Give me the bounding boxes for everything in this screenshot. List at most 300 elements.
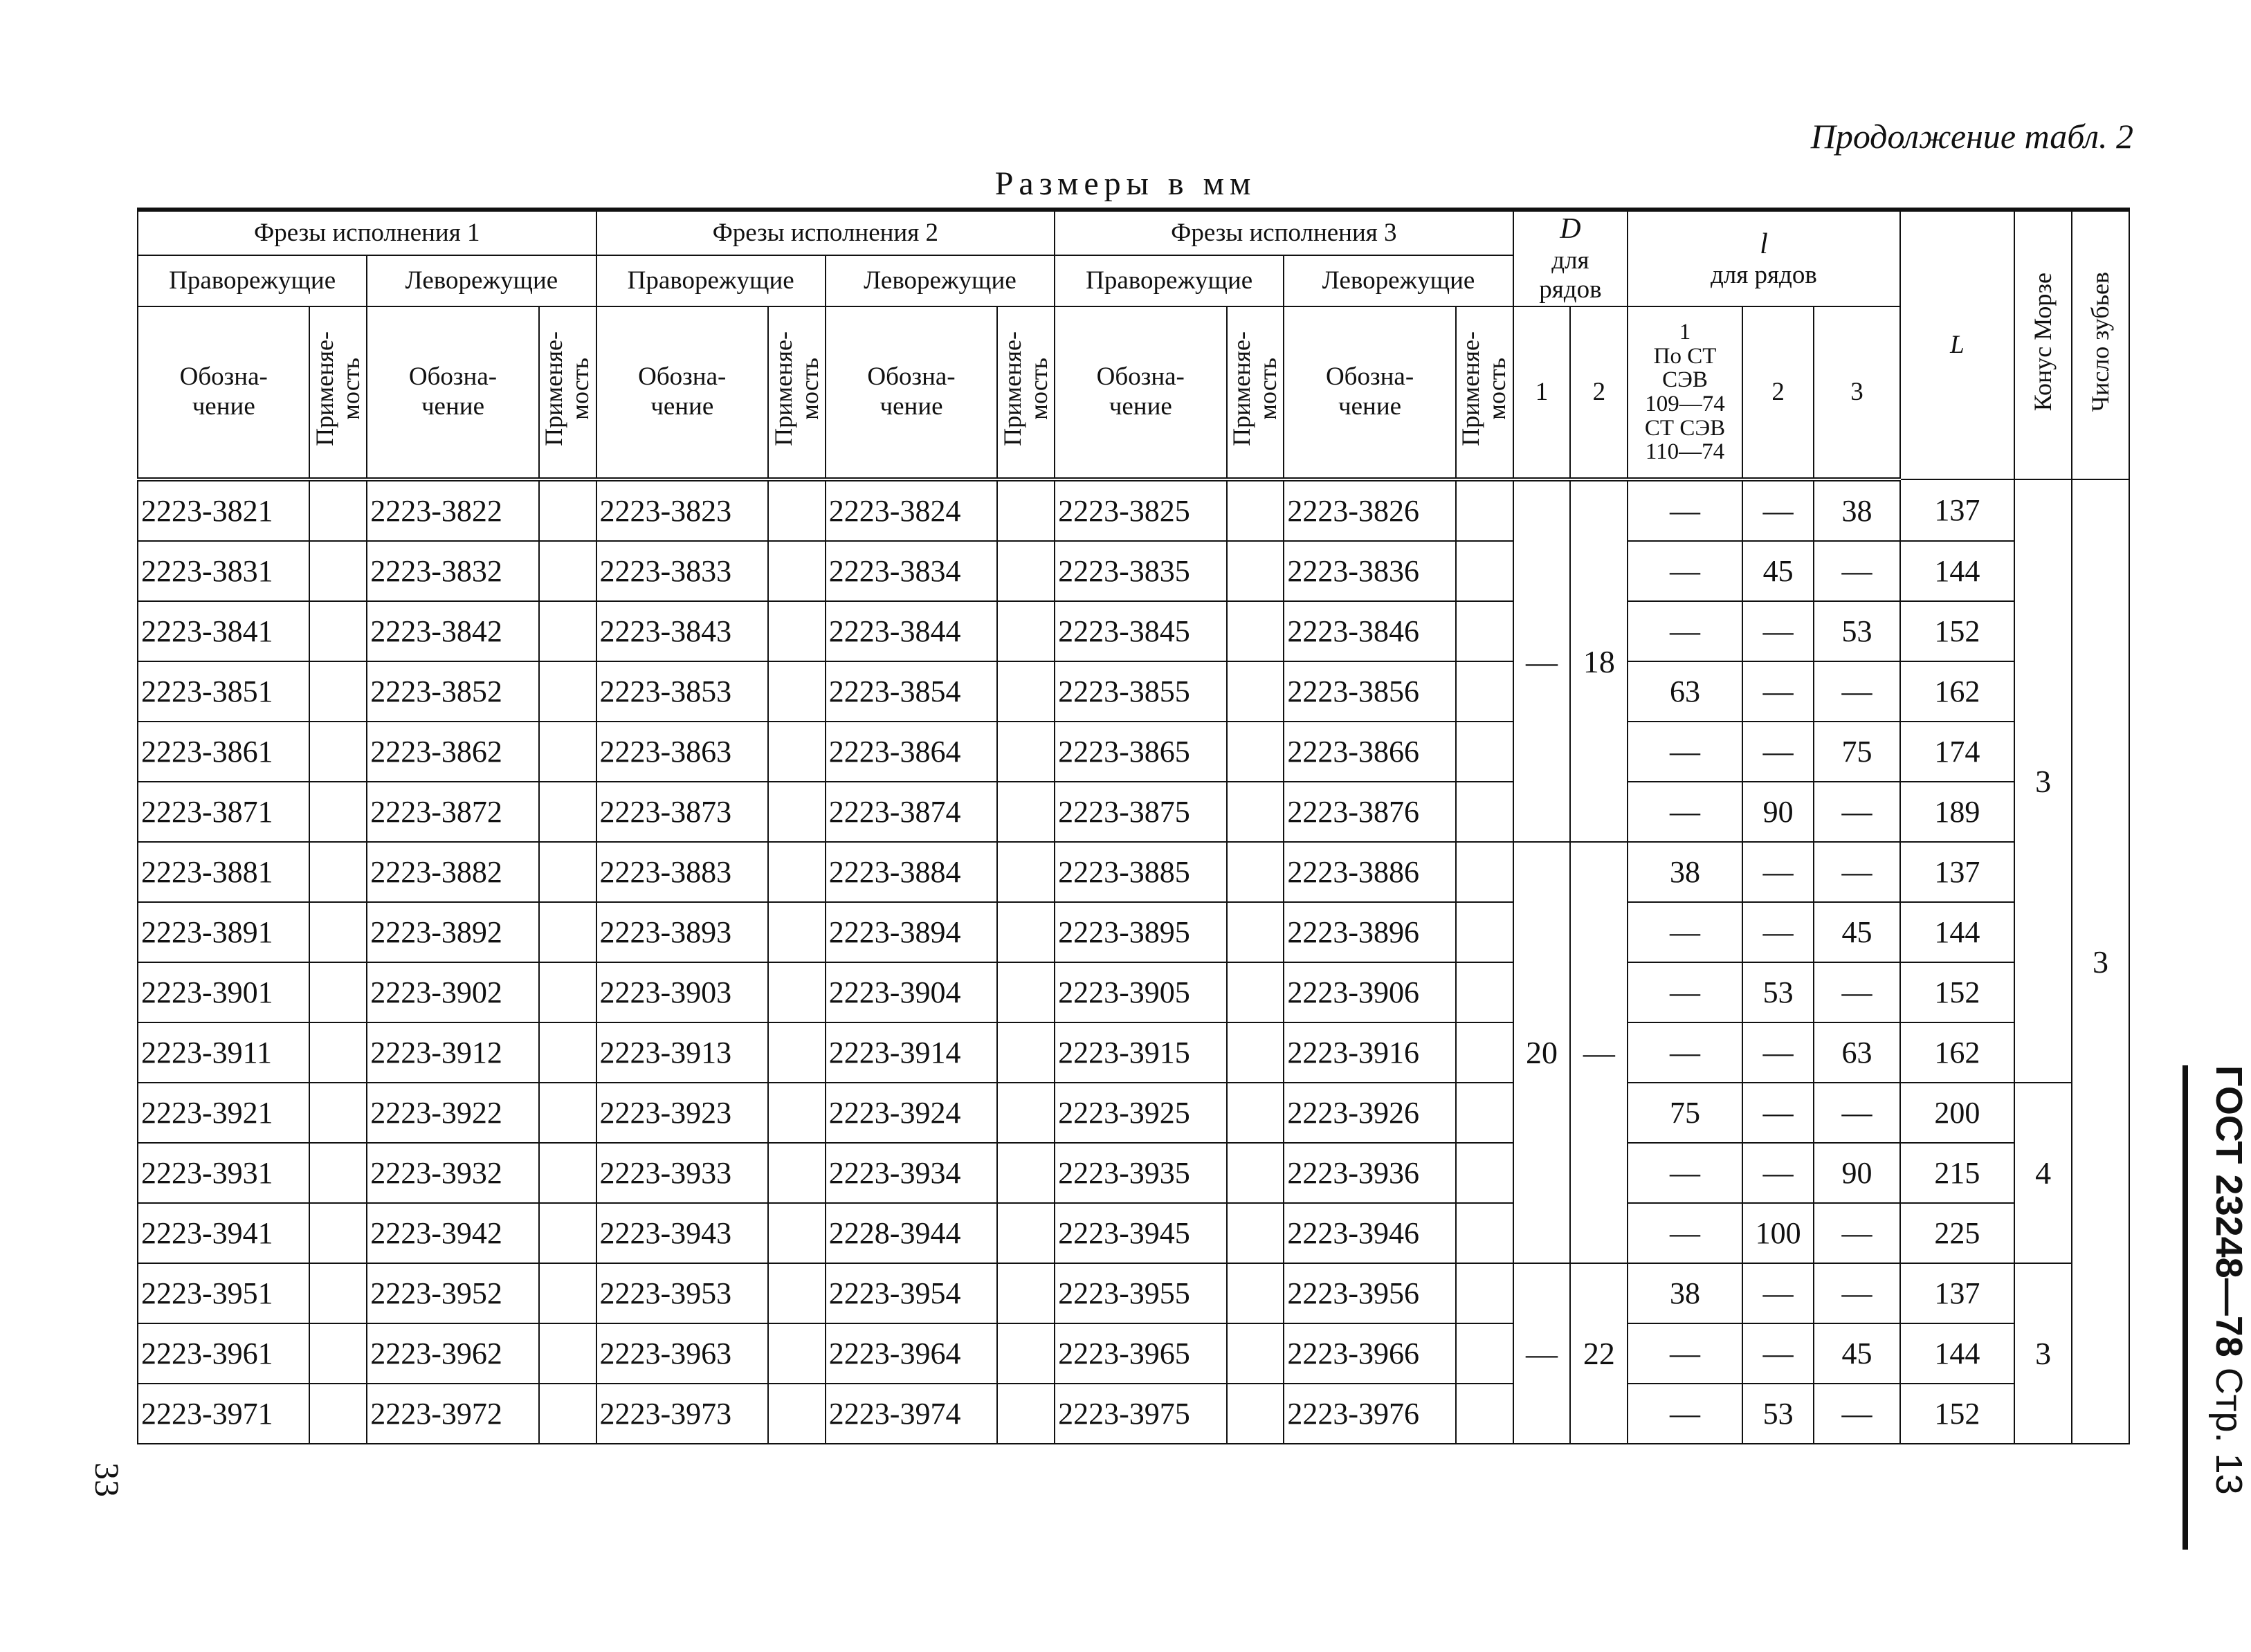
applicability-cell [309,541,367,601]
l-row-2-cell: — [1742,479,1814,541]
l-row-1-cell: — [1628,541,1742,601]
designation-cell: 2223-3965 [1055,1323,1226,1384]
designation-cell: 2223-3883 [596,842,768,902]
l-row-2-cell: — [1742,842,1814,902]
page-number: 33 [88,1462,127,1497]
D-row-1-header: 1 [1513,306,1571,479]
designation-cell: 2223-3882 [367,842,538,902]
designation-cell: 2223-3824 [826,479,997,541]
applicability-cell [997,1083,1055,1143]
l-row-3-cell: — [1814,782,1899,842]
applicability-cell [1456,541,1513,601]
designation-cell: 2223-3933 [596,1143,768,1203]
L-cell: 137 [1900,842,2015,902]
designation-cell: 2223-3876 [1284,782,1455,842]
designation-cell: 2223-3821 [138,479,309,541]
designation-cell: 2223-3834 [826,541,997,601]
l-row-3-cell: 38 [1814,479,1899,541]
designation-cell: 2228-3944 [826,1203,997,1263]
designation-cell: 2223-3973 [596,1384,768,1444]
table-row [138,1022,2129,1083]
l-row-3-cell: 45 [1814,1323,1899,1384]
l-row-3-header: 3 [1814,306,1899,479]
l-row-1-cell: — [1628,1143,1742,1203]
applicability-cell [768,962,826,1022]
designation-cell: 2223-3895 [1055,902,1226,962]
l-row-3-cell: 90 [1814,1143,1899,1203]
applicability-cell [997,782,1055,842]
designation-cell: 2223-3875 [1055,782,1226,842]
designation-cell: 2223-3854 [826,661,997,722]
designation-cell: 2223-3974 [826,1384,997,1444]
applicability-cell [309,722,367,782]
l-row-3-cell: — [1814,1384,1899,1444]
applicability-cell [768,1323,826,1384]
designation-cell: 2223-3865 [1055,722,1226,782]
designation-cell: 2223-3914 [826,1022,997,1083]
applicability-cell [1456,962,1513,1022]
L-cell: 189 [1900,782,2015,842]
applicability-cell [539,601,596,661]
table-row [138,1323,2129,1384]
applicability-cell [997,842,1055,902]
l-row-3-cell: — [1814,962,1899,1022]
l-row-1-cell: 38 [1628,1263,1742,1323]
applicability-cell [1227,601,1284,661]
table-row [138,1384,2129,1444]
designation-cell: 2223-3971 [138,1384,309,1444]
side-label-text [2207,1065,2250,1495]
designation-cell: 2223-3963 [596,1323,768,1384]
applicability-cell [1456,601,1513,661]
L-cell: 137 [1900,479,2015,541]
group-title-1: Фрезы исполнения 1 [138,210,596,255]
designation-cell: 2223-3905 [1055,962,1226,1022]
designation-cell: 2223-3931 [138,1143,309,1203]
D-row-1-cell: 20 [1513,842,1571,1263]
l-row-1-cell: — [1628,962,1742,1022]
D-subtitle: для рядов [1539,246,1602,304]
l-row-1-cell: — [1628,479,1742,541]
applicability-cell [1456,1022,1513,1083]
right-cut-header: Праворежущие [138,255,367,306]
applicability-cell [1227,1323,1284,1384]
group-title-3: Фрезы исполнения 3 [1055,210,1513,255]
designation-cell: 2223-3845 [1055,601,1226,661]
table-row [138,1263,2129,1323]
table-row [138,1143,2129,1203]
designation-cell: 2223-3904 [826,962,997,1022]
designation-cell: 2223-3842 [367,601,538,661]
L-cell: 152 [1900,962,2015,1022]
applicability-cell [997,1203,1055,1263]
D-row-1-cell: — [1513,1263,1571,1444]
designation-cell: 2223-3925 [1055,1083,1226,1143]
designation-cell: 2223-3855 [1055,661,1226,722]
applicability-cell [1227,782,1284,842]
designation-cell: 2223-3913 [596,1022,768,1083]
designation-cell: 2223-3886 [1284,842,1455,902]
designation-cell: 2223-3934 [826,1143,997,1203]
designation-cell: 2223-3853 [596,661,768,722]
designation-cell: 2223-3861 [138,722,309,782]
designation-cell: 2223-3826 [1284,479,1455,541]
applicability-cell [768,1083,826,1143]
applicability-cell [309,479,367,541]
applicability-cell [997,1022,1055,1083]
designation-cell: 2223-3874 [826,782,997,842]
applicability-cell [768,1384,826,1444]
l-row-2-cell: 90 [1742,782,1814,842]
l-row-2-header: 2 [1742,306,1814,479]
l-row-2-cell: 53 [1742,962,1814,1022]
applicability-cell [1227,962,1284,1022]
applicability-cell [309,842,367,902]
applicability-cell [1227,842,1284,902]
l-row-2-cell: — [1742,601,1814,661]
designation-cell: 2223-3943 [596,1203,768,1263]
applicability-cell [768,722,826,782]
applicability-cell [768,1203,826,1263]
applicability-cell [1227,541,1284,601]
designation-cell: 2223-3926 [1284,1083,1455,1143]
applicability-cell [997,601,1055,661]
designation-cell: 2223-3955 [1055,1263,1226,1323]
designation-header: Обозна- чение [367,306,538,479]
designation-cell: 2223-3956 [1284,1263,1455,1323]
designation-cell: 2223-3835 [1055,541,1226,601]
table-body [138,479,2129,1444]
applicability-cell [539,1203,596,1263]
designation-cell: 2223-3881 [138,842,309,902]
side-label-bar [2182,1065,2188,1550]
l-row-3-cell: — [1814,1203,1899,1263]
l-row-2-cell: 53 [1742,1384,1814,1444]
left-cut-header: Леворежущие [826,255,1055,306]
applicability-cell [997,722,1055,782]
designation-cell: 2223-3831 [138,541,309,601]
L-cell: 162 [1900,1022,2015,1083]
applicability-cell [768,1263,826,1323]
applicability-cell [539,902,596,962]
applicability-cell [1456,782,1513,842]
applicability-cell [1227,1203,1284,1263]
applicability-cell [768,782,826,842]
l-row-1-cell: — [1628,722,1742,782]
applicability-header: Применяе- мость [309,306,367,479]
applicability-cell [309,1263,367,1323]
applicability-cell [997,661,1055,722]
applicability-cell [539,1263,596,1323]
applicability-cell [539,962,596,1022]
applicability-cell [1456,661,1513,722]
applicability-cell [768,601,826,661]
l-row-1-cell: 38 [1628,842,1742,902]
applicability-cell [997,479,1055,541]
applicability-cell [1227,722,1284,782]
designation-cell: 2223-3975 [1055,1384,1226,1444]
designation-cell: 2223-3832 [367,541,538,601]
applicability-cell [1227,902,1284,962]
designation-cell: 2223-3903 [596,962,768,1022]
l-row-2-cell: 100 [1742,1203,1814,1263]
l-row-3-cell: — [1814,541,1899,601]
right-cut-header: Праворежущие [596,255,826,306]
l-row-1-cell: — [1628,601,1742,661]
applicability-cell [768,661,826,722]
designation-cell: 2223-3921 [138,1083,309,1143]
applicability-cell [1456,479,1513,541]
l-row-1-cell: 63 [1628,661,1742,722]
l-row-2-cell: — [1742,1263,1814,1323]
left-cut-header: Леворежущие [1284,255,1513,306]
applicability-cell [768,1143,826,1203]
designation-cell: 2223-3916 [1284,1022,1455,1083]
designation-cell: 2223-3915 [1055,1022,1226,1083]
designation-cell: 2223-3923 [596,1083,768,1143]
table-row [138,1203,2129,1263]
applicability-cell [768,541,826,601]
l-row-3-cell: 63 [1814,1022,1899,1083]
L-cell: 200 [1900,1083,2015,1143]
designation-cell: 2223-3843 [596,601,768,661]
applicability-cell [539,1323,596,1384]
designation-cell: 2223-3896 [1284,902,1455,962]
l-row-3-cell: — [1814,1083,1899,1143]
D-row-2-header: 2 [1570,306,1628,479]
designation-cell: 2223-3941 [138,1203,309,1263]
L-cell: 225 [1900,1203,2015,1263]
l-row-2-cell: — [1742,1323,1814,1384]
designation-cell: 2223-3953 [596,1263,768,1323]
page-label: Стр. 13 [2208,1367,2250,1495]
table-row [138,541,2129,601]
D-row-2-cell: 18 [1570,479,1628,842]
designation-cell: 2223-3863 [596,722,768,782]
applicability-cell [309,902,367,962]
table-row [138,479,2129,541]
applicability-cell [539,1022,596,1083]
applicability-cell [1227,661,1284,722]
applicability-cell [997,1143,1055,1203]
l-row-2-cell: — [1742,1143,1814,1203]
applicability-cell [997,1263,1055,1323]
morse-cell: 3 [2014,1263,2072,1444]
applicability-cell [539,1083,596,1143]
table-row [138,902,2129,962]
applicability-cell [1227,479,1284,541]
side-label [2138,1065,2250,1550]
L-cell: 144 [1900,541,2015,601]
table-row [138,661,2129,722]
L-cell: 144 [1900,902,2015,962]
applicability-cell [1456,902,1513,962]
designation-cell: 2223-3885 [1055,842,1226,902]
designation-header: Обозна- чение [826,306,997,479]
designation-cell: 2223-3841 [138,601,309,661]
designation-cell: 2223-3945 [1055,1203,1226,1263]
designation-cell: 2223-3946 [1284,1203,1455,1263]
applicability-header: Применяе- мость [768,306,826,479]
applicability-cell [1456,722,1513,782]
applicability-cell [539,722,596,782]
applicability-cell [1227,1384,1284,1444]
l-row-3-cell: 45 [1814,902,1899,962]
l-row-2-cell: — [1742,1083,1814,1143]
designation-cell: 2223-3864 [826,722,997,782]
designation-cell: 2223-3922 [367,1083,538,1143]
D-header [1513,210,1628,306]
designation-cell: 2223-3871 [138,782,309,842]
applicability-cell [1456,1083,1513,1143]
designation-cell: 2223-3954 [826,1263,997,1323]
table-continuation-note: Продолжение табл. 2 [1810,117,2133,156]
morse-cell: 3 [2014,479,2072,1083]
applicability-header: Применяе- мость [997,306,1055,479]
applicability-cell [1456,1203,1513,1263]
D-title: D [1560,213,1581,246]
applicability-cell [539,782,596,842]
designation-cell: 2223-3833 [596,541,768,601]
designation-cell: 2223-3936 [1284,1143,1455,1203]
applicability-cell [768,479,826,541]
applicability-cell [997,962,1055,1022]
l-row-1-cell: 75 [1628,1083,1742,1143]
left-cut-header: Леворежущие [367,255,596,306]
applicability-header: Применяе- мость [539,306,596,479]
l-row-1-cell: — [1628,782,1742,842]
designation-cell: 2223-3872 [367,782,538,842]
teeth-title: Число зубьев [2086,271,2114,412]
L-cell: 144 [1900,1323,2015,1384]
designation-header: Обозна- чение [1284,306,1455,479]
applicability-cell [997,541,1055,601]
applicability-cell [309,1143,367,1203]
designation-cell: 2223-3951 [138,1263,309,1323]
D-row-1-cell: — [1513,479,1571,842]
morse-cell: 4 [2014,1083,2072,1263]
designation-header: Обозна- чение [1055,306,1226,479]
applicability-cell [309,661,367,722]
designation-cell: 2223-3924 [826,1083,997,1143]
designation-cell: 2223-3825 [1055,479,1226,541]
designation-cell: 2223-3856 [1284,661,1455,722]
l-row-3-cell: — [1814,842,1899,902]
designation-header: Обозна- чение [138,306,309,479]
applicability-cell [309,962,367,1022]
applicability-cell [539,479,596,541]
applicability-cell [539,1384,596,1444]
L-cell: 215 [1900,1143,2015,1203]
table-row [138,962,2129,1022]
applicability-cell [309,601,367,661]
l-row-1-cell: — [1628,1022,1742,1083]
standard-number: ГОСТ 23248—78 [2208,1065,2250,1357]
l-row-2-cell: — [1742,661,1814,722]
designation-cell: 2223-3866 [1284,722,1455,782]
l-subtitle: для рядов [1710,260,1817,289]
designation-cell: 2223-3884 [826,842,997,902]
teeth-header [2072,210,2129,479]
l-row-3-cell: 75 [1814,722,1899,782]
group-title-2: Фрезы исполнения 2 [596,210,1055,255]
teeth-cell: 3 [2072,479,2129,1444]
morse-header [2014,210,2072,479]
applicability-cell [309,1022,367,1083]
designation-cell: 2223-3902 [367,962,538,1022]
designation-cell: 2223-3972 [367,1384,538,1444]
l-row-1-header: 1 По СТ СЭВ 109—74 СТ СЭВ 110—74 [1628,306,1742,479]
designation-cell: 2223-3893 [596,902,768,962]
l-row-3-cell: — [1814,661,1899,722]
designation-cell: 2223-3952 [367,1263,538,1323]
l-header [1628,210,1899,306]
l-row-2-cell: 45 [1742,541,1814,601]
designation-cell: 2223-3964 [826,1323,997,1384]
applicability-cell [1227,1083,1284,1143]
L-cell: 152 [1900,1384,2015,1444]
designation-cell: 2223-3962 [367,1323,538,1384]
designation-cell: 2223-3873 [596,782,768,842]
L-cell: 174 [1900,722,2015,782]
applicability-header: Применяе- мость [1456,306,1513,479]
applicability-cell [768,842,826,902]
applicability-cell [768,902,826,962]
designation-cell: 2223-3862 [367,722,538,782]
applicability-cell [1456,1323,1513,1384]
table-row [138,601,2129,661]
applicability-cell [1227,1143,1284,1203]
designation-cell: 2223-3901 [138,962,309,1022]
applicability-header: Применяе- мость [1227,306,1284,479]
designation-cell: 2223-3976 [1284,1384,1455,1444]
applicability-cell [309,1203,367,1263]
designation-cell: 2223-3906 [1284,962,1455,1022]
applicability-cell [997,902,1055,962]
designation-cell: 2223-3852 [367,661,538,722]
applicability-cell [1456,1143,1513,1203]
designation-cell: 2223-3851 [138,661,309,722]
L-cell: 152 [1900,601,2015,661]
right-cut-header: Праворежущие [1055,255,1284,306]
designation-cell: 2223-3961 [138,1323,309,1384]
table-row [138,842,2129,902]
applicability-cell [1227,1263,1284,1323]
l-row-2-cell: — [1742,722,1814,782]
l-row-1-cell: — [1628,902,1742,962]
applicability-cell [1456,1263,1513,1323]
applicability-cell [539,842,596,902]
table-row [138,1083,2129,1143]
l-row-1-cell: — [1628,1203,1742,1263]
designation-cell: 2223-3836 [1284,541,1455,601]
L-cell: 162 [1900,661,2015,722]
designation-cell: 2223-3844 [826,601,997,661]
l-row-3-cell: 53 [1814,601,1899,661]
applicability-cell [997,1323,1055,1384]
applicability-cell [539,541,596,601]
applicability-cell [309,1083,367,1143]
designation-header: Обозна- чение [596,306,768,479]
designation-cell: 2223-3942 [367,1203,538,1263]
designation-cell: 2223-3892 [367,902,538,962]
D-row-2-cell: — [1570,842,1628,1263]
units-title: Размеры в мм [994,165,1257,202]
designation-cell: 2223-3823 [596,479,768,541]
table-row [138,782,2129,842]
designation-cell: 2223-3894 [826,902,997,962]
l-row-2-cell: — [1742,1022,1814,1083]
